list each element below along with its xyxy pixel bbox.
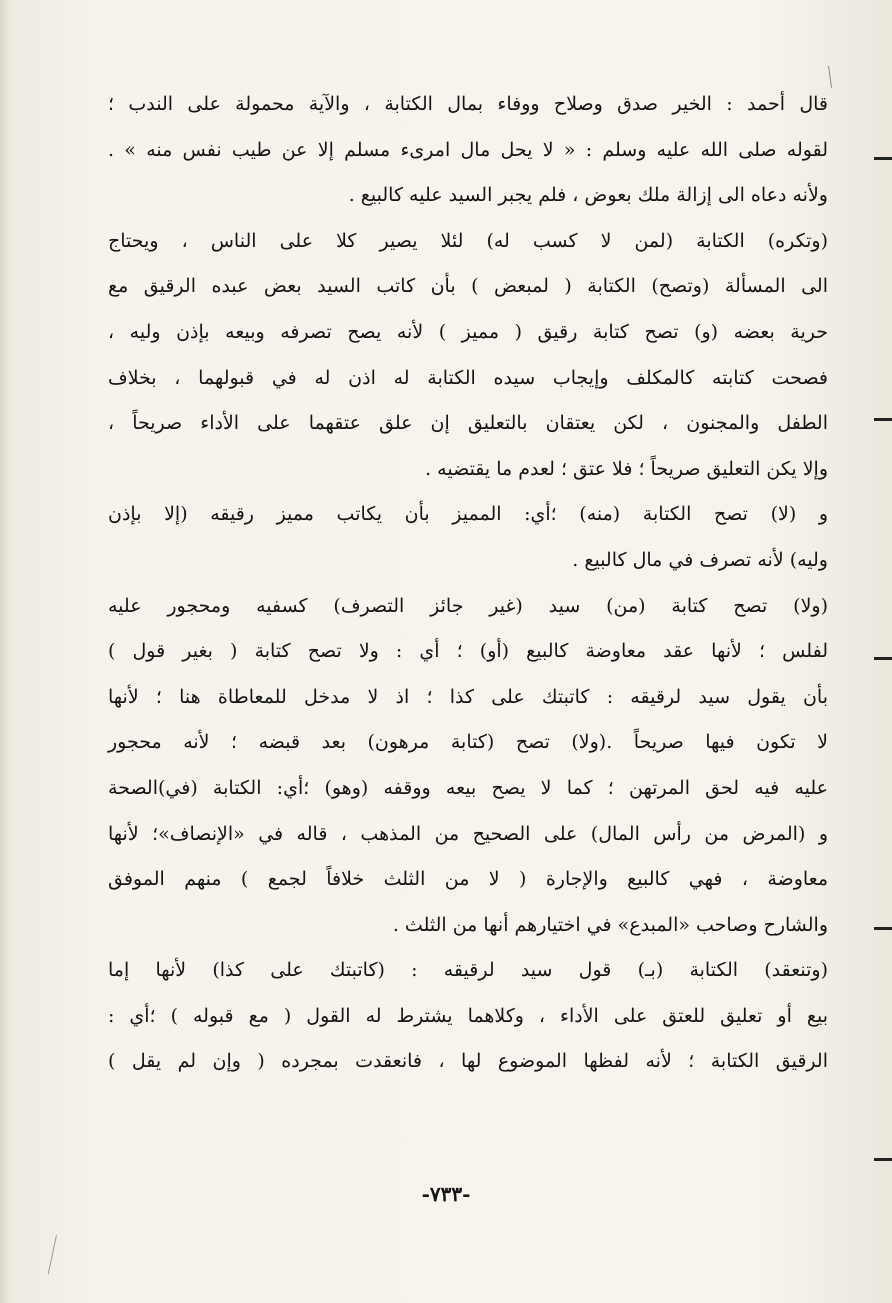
margin-mark [874, 157, 892, 160]
text-line: الطفل والمجنون ، لكن يعتقان بالتعليق إن علق عتقهما على الأداء صريحاً ، [108, 412, 828, 435]
margin-mark [874, 418, 892, 421]
text-line: والشارح وصاحب «المبدع» في اختيارهم أنها من الثلث . [392, 913, 828, 936]
scan-artifact-stroke [828, 66, 832, 88]
text-line: عليه فيه لحق المرتهن ؛ كما لا يصح بيعه ووقفه (وهو) ؛أي: الكتابة (في)الصحة [108, 776, 828, 799]
text-line: لقوله صلى الله عليه وسلم : « لا يحل مال امرىء مسلم إلا عن طيب نفس منه » . [108, 138, 828, 161]
scan-artifact-stroke [48, 1235, 57, 1274]
text-line: و (المرض من رأس المال) على الصحيح من المذهب ، قاله في «الإنصاف»؛ لأنها [108, 822, 828, 845]
text-line: و (لا) تصح الكتابة (منه) ؛أي: المميز بأن يكاتب مميز رقيقه (إلا بإذن [108, 503, 828, 526]
margin-mark [874, 657, 892, 660]
text-line: وإلا يكن التعليق صريحاً ؛ فلا عتق ؛ لعدم ما يقتضيه . [425, 457, 828, 480]
margin-mark [874, 1158, 892, 1161]
page-number: -٧٣٣- [421, 1182, 471, 1206]
text-line: قال أحمد : الخير صدق وصلاح ووفاء بمال الكتابة ، والآية محمولة على الندب ؛ [108, 93, 828, 115]
text-line: حرية بعضه (و) تصح كتابة رقيق ( مميز ) لأنه يصح تصرفه وبيعه بإذن وليه ، [108, 320, 828, 343]
text-line: معاوضة ، فهي كالبيع والإجارة ( لا من الثلث خلافاً لجمع ) منهم الموفق [108, 868, 828, 891]
body-text [108, 92, 828, 1095]
text-line: (ولا) تصح كتابة (من) سيد (غير جائز التصرف) كسفيه ومحجور عليه [108, 594, 828, 617]
text-line: بيع أو تعليق للعتق على الأداء ، وكلاهما يشترط له القول ( مع قبوله ) ؛أي : [108, 1004, 828, 1027]
text-line: لفلس ؛ لأنها عقد معاوضة كالبيع (أو) ؛ أي : ولا تصح كتابة ( بغير قول ) [108, 640, 828, 663]
text-line: وليه) لأنه تصرف في مال كالبيع . [572, 548, 828, 571]
text-line: بأن يقول سيد لرقيقه : كاتبتك على كذا ؛ اذ لا مدخل للمعاطاة هنا ؛ لأنها [108, 685, 828, 708]
text-line: ولأنه دعاه الى إزالة ملك بعوض ، فلم يجبر السيد عليه كالبيع . [348, 184, 828, 207]
page-gutter-shadow [0, 0, 10, 1303]
text-line: فصحت كتابته كالمكلف وإيجاب سيده الكتابة له اذن له في قبولهما ، بخلاف [108, 366, 828, 389]
margin-mark [874, 927, 892, 930]
text-line: (وتنعقد) الكتابة (بـ) قول سيد لرقيقه : (كاتبتك على كذا) لأنها إما [108, 959, 828, 982]
text-line: (وتكره) الكتابة (لمن لا كسب له) لئلا يصير كلا على الناس ، ويحتاج [108, 229, 828, 252]
text-line: الى المسألة (وتصح) الكتابة ( لمبعض ) بأن كاتب السيد بعض عبده الرقيق مع [108, 275, 828, 298]
text-line: الرقيق الكتابة ؛ لأنه لفظها الموضوع لها ، فانعقدت بمجرده ( وإن لم يقل ) [108, 1050, 828, 1073]
text-line: لا تكون فيها صريحاً .(ولا) تصح (كتابة مرهون) بعد قبضه ؛ لأنه محجور [108, 731, 828, 754]
